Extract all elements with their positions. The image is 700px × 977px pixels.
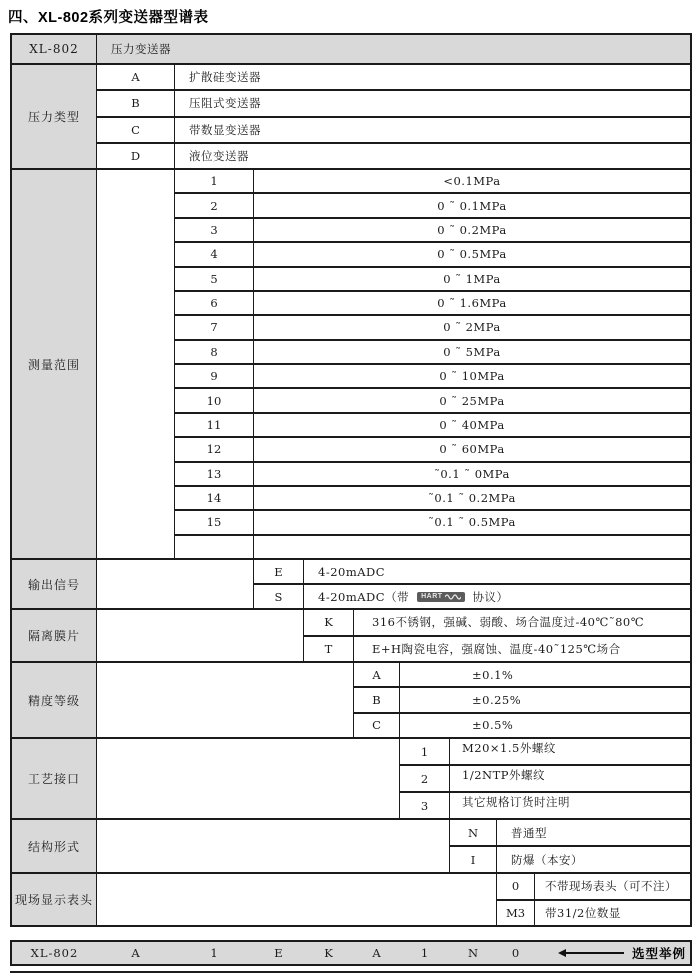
table-row xyxy=(175,387,690,411)
table-row xyxy=(175,412,690,436)
example-value: A xyxy=(372,946,382,960)
option-desc: 不带现场表头（可不注） xyxy=(545,879,677,894)
option-desc: ±0.1% xyxy=(472,667,514,682)
option-code: T xyxy=(304,637,354,662)
table-row xyxy=(97,89,690,115)
option-desc: M20×1.5外螺纹 xyxy=(462,741,556,755)
spacer-cell xyxy=(97,739,400,818)
option-code: E xyxy=(254,560,304,583)
option-code: 1 xyxy=(400,739,450,764)
model-name: 压力变送器 xyxy=(97,35,690,63)
option-desc: 0 ˜ 1.6MPa xyxy=(437,296,507,311)
section-label: 精度等级 xyxy=(12,663,97,737)
example-value: 1 xyxy=(210,946,219,960)
example-value: N xyxy=(467,946,480,960)
section-label: 测量范围 xyxy=(12,170,97,558)
table-row xyxy=(175,436,690,460)
option-desc: ˜0.1 ˜ 0MPa xyxy=(434,466,510,481)
table-row xyxy=(175,290,690,314)
table-row xyxy=(254,560,690,583)
option-desc: 其它规格订货时注明 xyxy=(462,795,570,809)
option-desc xyxy=(304,585,690,608)
option-desc: 0 ˜ 0.2MPa xyxy=(437,222,507,237)
option-code: S xyxy=(254,585,304,608)
option-code: 13 xyxy=(175,463,254,485)
table-row xyxy=(175,314,690,338)
option-desc: 带31/2位数显 xyxy=(545,905,621,920)
page-title: 四、XL-802系列变送器型谱表 xyxy=(8,10,209,26)
option-desc: 0 ˜ 40MPa xyxy=(439,417,505,432)
table-row xyxy=(175,217,690,241)
option-code: 7 xyxy=(175,316,254,338)
option-code xyxy=(175,536,254,558)
section-accuracy xyxy=(12,661,690,737)
example-bar xyxy=(10,940,692,966)
table-row xyxy=(304,610,690,635)
option-code: 14 xyxy=(175,487,254,509)
option-code: C xyxy=(354,714,400,737)
section-measure-range xyxy=(12,168,690,558)
option-desc: 带数显变送器 xyxy=(189,122,261,137)
option-desc: 防爆（本安） xyxy=(511,852,583,867)
section-label: 现场显示表头 xyxy=(12,874,97,925)
option-desc: 液位变送器 xyxy=(189,148,249,163)
model-code: XL-802 xyxy=(12,35,97,63)
table-row xyxy=(175,461,690,485)
option-code: A xyxy=(354,663,400,686)
option-code: K xyxy=(304,610,354,635)
table-row xyxy=(400,791,690,818)
option-desc: 0 ˜ 0.1MPa xyxy=(437,198,507,213)
model-selection-table xyxy=(10,33,692,927)
table-row xyxy=(175,534,690,558)
example-value: 0 xyxy=(511,946,521,960)
option-code: 3 xyxy=(175,219,254,241)
section-label: 隔离膜片 xyxy=(12,610,97,661)
option-desc: 0 ˜ 1MPa xyxy=(443,271,501,286)
section-output-signal xyxy=(12,558,690,608)
table-row xyxy=(175,485,690,509)
option-code: D xyxy=(97,144,175,168)
option-code: C xyxy=(97,118,175,142)
hart-logo-text: HART xyxy=(421,593,443,600)
option-code: 15 xyxy=(175,511,254,533)
option-code: B xyxy=(97,91,175,115)
table-row xyxy=(497,874,690,899)
option-desc: 316不锈钢，强碱、弱酸、场合温度过-40℃˜80℃ xyxy=(372,615,645,630)
table-row xyxy=(354,712,690,737)
option-desc: 1/2NTP外螺纹 xyxy=(462,768,545,782)
hart-protocol-logo xyxy=(417,592,464,602)
option-code: M3 xyxy=(497,901,535,926)
example-value: XL-802 xyxy=(30,946,79,960)
example-value: K xyxy=(324,946,334,960)
example-label: 选型举例 xyxy=(631,947,686,961)
page-bottom-rule xyxy=(10,971,692,973)
table-row xyxy=(304,635,690,662)
section-process-port xyxy=(12,737,690,818)
option-desc: 0 ˜ 10MPa xyxy=(439,369,505,384)
table-row xyxy=(175,363,690,387)
option-desc: ˜0.1 ˜ 0.2MPa xyxy=(428,491,516,506)
spacer-cell xyxy=(97,170,175,558)
table-row xyxy=(175,509,690,533)
option-code: 11 xyxy=(175,414,254,436)
table-row xyxy=(175,339,690,363)
section-display-head xyxy=(12,872,690,925)
table-row xyxy=(175,170,690,192)
option-desc xyxy=(254,536,690,558)
table-row xyxy=(254,583,690,608)
option-code: 10 xyxy=(175,389,254,411)
option-code: B xyxy=(354,688,400,711)
option-code: I xyxy=(450,847,497,872)
table-row xyxy=(354,686,690,711)
option-desc: 0 ˜ 0.5MPa xyxy=(437,247,507,262)
option-desc: 压阻式变送器 xyxy=(189,96,261,111)
option-code: 2 xyxy=(400,766,450,791)
table-row xyxy=(400,764,690,791)
section-label: 输出信号 xyxy=(12,560,97,608)
table-row xyxy=(400,739,690,764)
option-code: 9 xyxy=(175,365,254,387)
example-value: A xyxy=(131,946,141,960)
section-label: 压力类型 xyxy=(12,65,97,168)
option-code: 6 xyxy=(175,292,254,314)
option-desc: E+H陶瓷电容，强腐蚀、温度-40˜125℃场合 xyxy=(372,641,621,656)
section-diaphragm xyxy=(12,608,690,661)
desc-suffix: 协议） xyxy=(472,589,509,604)
example-value: E xyxy=(274,946,284,960)
left-arrow-icon xyxy=(558,949,624,957)
option-code: 0 xyxy=(497,874,535,899)
option-desc: <0.1MPa xyxy=(443,174,501,189)
option-code: 3 xyxy=(400,793,450,818)
option-code: N xyxy=(450,820,497,845)
spacer-cell xyxy=(97,820,450,872)
table-row xyxy=(97,142,690,168)
table-row xyxy=(97,116,690,142)
option-code: 2 xyxy=(175,194,254,216)
spacer-cell xyxy=(97,610,304,661)
option-desc: 0 ˜ 2MPa xyxy=(443,320,501,335)
section-pressure-type xyxy=(12,63,690,168)
table-row xyxy=(497,899,690,926)
option-desc: 普通型 xyxy=(511,825,547,840)
table-row xyxy=(175,192,690,216)
table-row xyxy=(97,65,690,89)
section-label: 结构形式 xyxy=(12,820,97,872)
spacer-cell xyxy=(97,560,254,608)
table-row xyxy=(175,241,690,265)
option-code: 1 xyxy=(175,170,254,192)
section-structure xyxy=(12,818,690,872)
table-row xyxy=(450,820,690,845)
option-desc: 扩散硅变送器 xyxy=(189,70,261,85)
option-desc: ˜0.1 ˜ 0.5MPa xyxy=(428,515,516,530)
option-code: 12 xyxy=(175,438,254,460)
table-row xyxy=(450,845,690,872)
option-code: A xyxy=(97,65,175,89)
wave-icon xyxy=(445,593,461,601)
table-row xyxy=(354,663,690,686)
option-desc: 0 ˜ 60MPa xyxy=(439,442,505,457)
option-desc: ±0.25% xyxy=(472,692,522,707)
desc-prefix: 4-20mADC（带 xyxy=(318,589,410,604)
option-code: 4 xyxy=(175,243,254,265)
option-desc: 0 ˜ 5MPa xyxy=(443,344,501,359)
option-desc: 0 ˜ 25MPa xyxy=(439,393,505,408)
option-code: 5 xyxy=(175,268,254,290)
example-value: 1 xyxy=(420,946,430,960)
option-code: 8 xyxy=(175,341,254,363)
table-row xyxy=(175,266,690,290)
section-label: 工艺接口 xyxy=(12,739,97,818)
table-header-row xyxy=(12,35,690,63)
option-desc: 4-20mADC xyxy=(318,564,386,579)
spacer-cell xyxy=(97,663,354,737)
spacer-cell xyxy=(97,874,497,925)
option-desc: ±0.5% xyxy=(472,718,514,733)
